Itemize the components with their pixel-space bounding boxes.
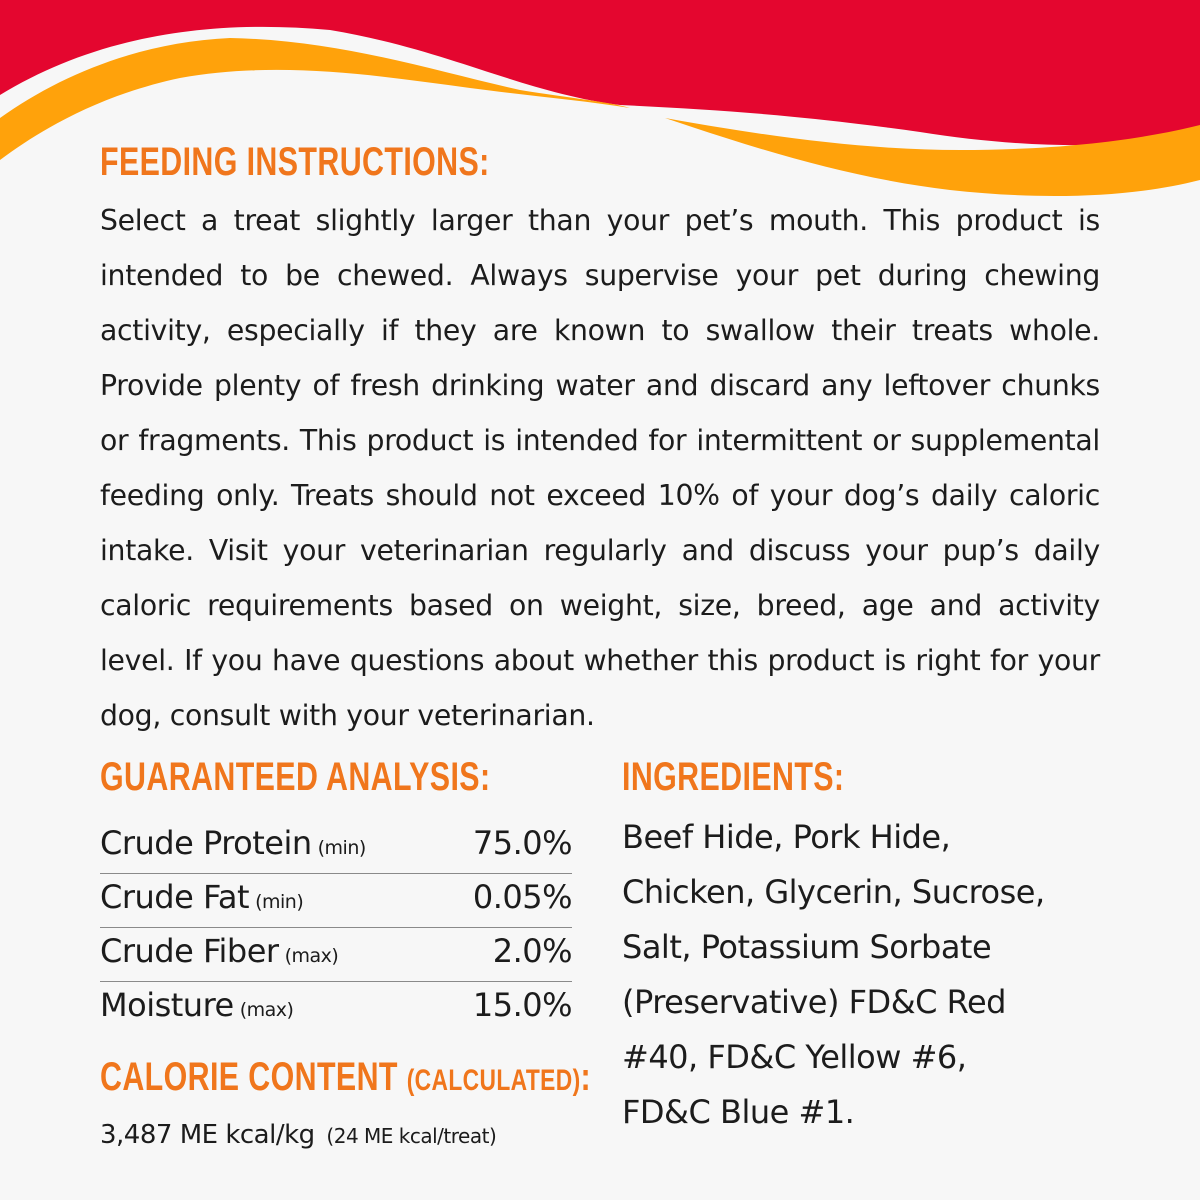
feeding-instructions-text: Select a treat slightly larger than your pet’s mouth. This product is intended to be chewed. Always supervise your pet during chewing activity, especially if they are known to swallow their treats whole. Provide plenty of fresh drinking water and discard any leftover chunks or fragments. This product is intended for intermittent or supplemental feeding only. Treats should not exceed 10% of your dog’s daily caloric intake. Visit your veterinarian regularly and discuss your pup’s daily caloric requirements based on weight, size, breed, age and activity level. If you have questions about whether this product is right for your dog, consult with your veterinarian. — [100, 204, 1100, 732]
nutrient-value: 2.0% — [492, 932, 572, 970]
analysis-row-crude-protein — [100, 820, 572, 874]
ingredients-line: Salt, Potassium Sorbate — [622, 928, 992, 966]
ingredients-line: FD&C Blue #1. — [622, 1093, 855, 1131]
analysis-row-crude-fat — [100, 874, 572, 928]
nutrient-qualifier: (max) — [284, 945, 339, 967]
analysis-row-moisture — [100, 982, 572, 1036]
guaranteed-analysis-heading: GUARANTEED ANALYSIS: — [100, 755, 491, 799]
ingredients-line: Chicken, Glycerin, Sucrose, — [622, 873, 1045, 911]
nutrient-value: 0.05% — [472, 878, 572, 916]
calorie-content-heading — [100, 1055, 591, 1100]
feeding-instructions-heading: FEEDING INSTRUCTIONS: — [100, 140, 490, 184]
calorie-heading-sub: (CALCULATED) — [406, 1064, 581, 1097]
nutrient-value: 15.0% — [472, 986, 572, 1024]
analysis-row-crude-fiber — [100, 928, 572, 982]
nutrient-name: Crude Fat (min) — [100, 878, 304, 916]
nutrient-name: Crude Protein (min) — [100, 824, 366, 862]
nutrient-name: Crude Fiber (max) — [100, 932, 339, 970]
calorie-per-kg: 3,487 ME kcal/kg — [100, 1120, 315, 1150]
nutrient-qualifier: (min) — [317, 837, 366, 859]
calorie-heading-colon: : — [580, 1055, 592, 1099]
calorie-content-value — [100, 1120, 496, 1150]
ingredients-heading: INGREDIENTS: — [622, 755, 845, 799]
calorie-heading-main: CALORIE CONTENT — [100, 1055, 398, 1099]
ingredients-line: Beef Hide, Pork Hide, — [622, 818, 951, 856]
ingredients-line: (Preservative) FD&C Red — [622, 983, 1006, 1021]
nutrient-name: Moisture (max) — [100, 986, 294, 1024]
ingredients-line: #40, FD&C Yellow #6, — [622, 1038, 967, 1076]
ingredients-list — [622, 810, 1122, 1140]
nutrient-qualifier: (max) — [239, 999, 294, 1021]
calorie-per-treat: (24 ME kcal/treat) — [326, 1124, 497, 1148]
guaranteed-analysis-table — [100, 820, 572, 1036]
nutrient-qualifier: (min) — [255, 891, 304, 913]
nutrient-value: 75.0% — [472, 824, 572, 862]
